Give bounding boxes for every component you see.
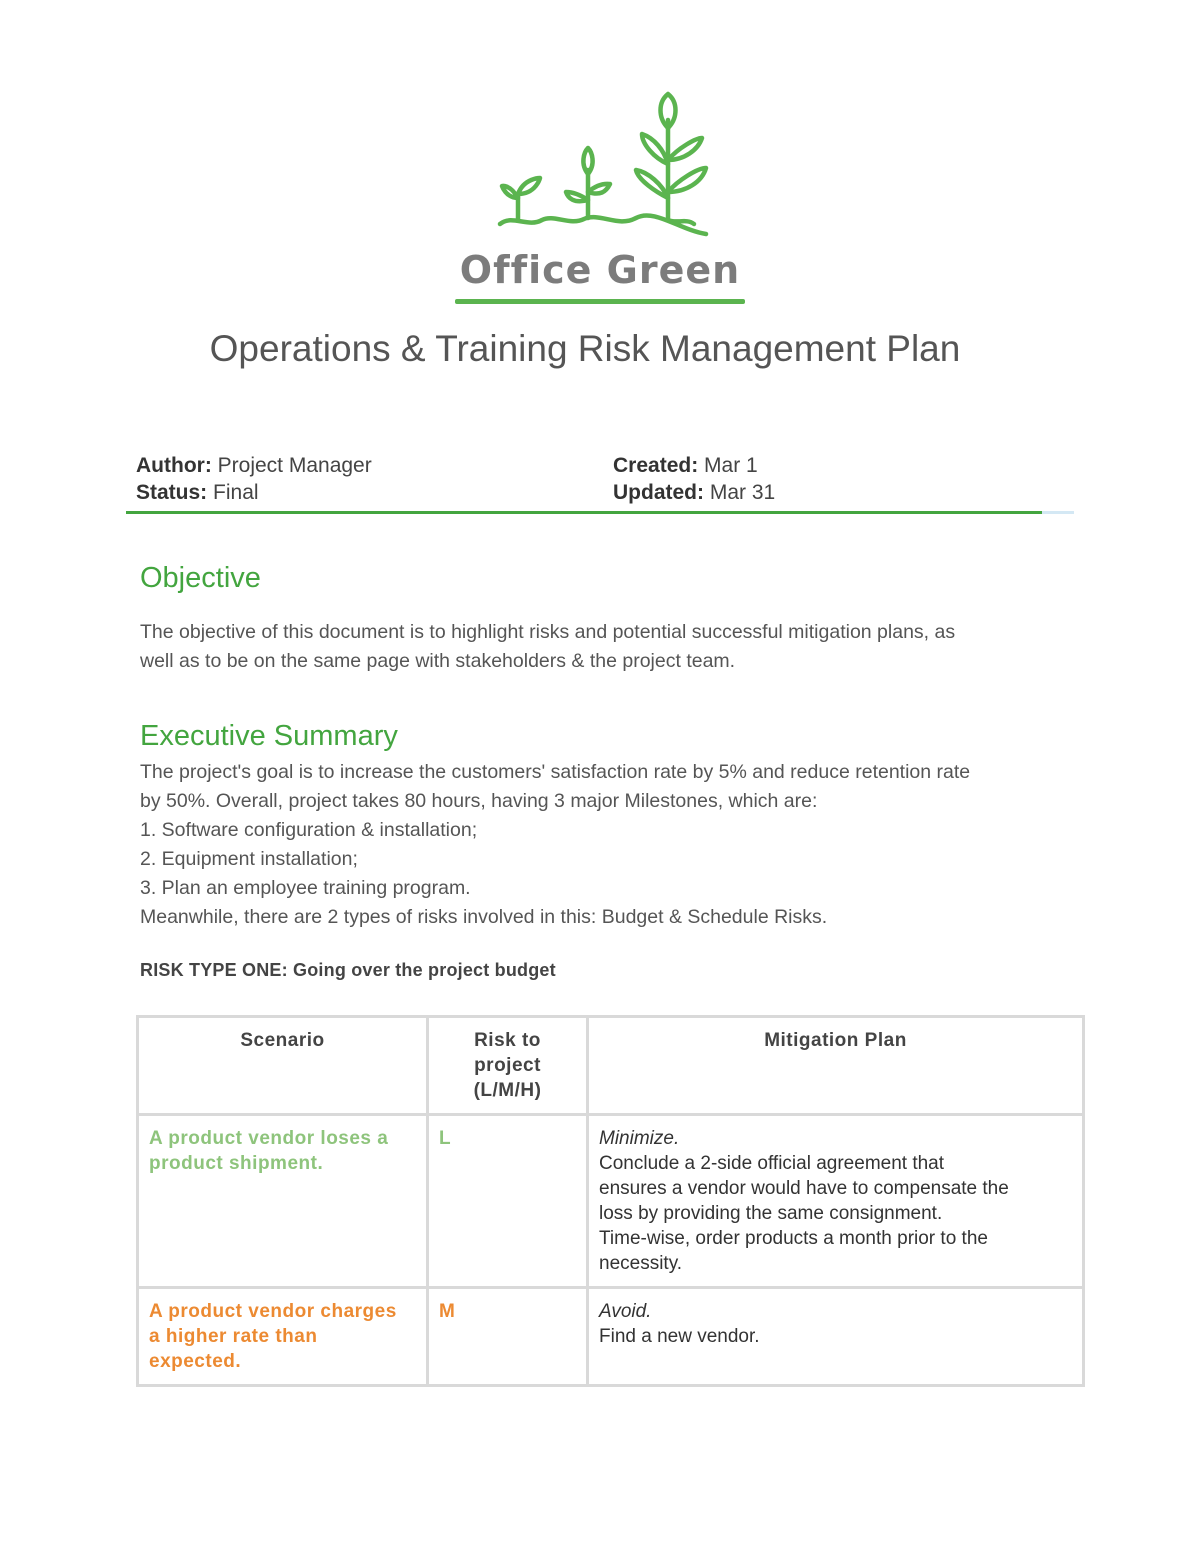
header-risk-line: (L/M/H) — [473, 1080, 542, 1101]
status-value: Final — [213, 481, 259, 504]
risk-type-label: RISK TYPE ONE: — [140, 960, 288, 980]
created-value: Mar 1 — [704, 454, 758, 477]
scenario-cell — [138, 1288, 428, 1386]
summary-line: by 50%. Overall, project takes 80 hours, having 3 major Milestones, which are: — [140, 790, 818, 812]
plan-lead: Minimize. — [599, 1128, 680, 1149]
header-scenario: Scenario — [138, 1017, 428, 1115]
status-line — [136, 479, 372, 506]
scenario-line: product shipment. — [149, 1153, 324, 1174]
author-line — [136, 452, 372, 479]
meta-divider-tail — [1042, 511, 1074, 514]
table-row — [138, 1115, 1084, 1288]
author-value: Project Manager — [217, 454, 372, 477]
created-line — [613, 452, 775, 479]
summary-line: Meanwhile, there are 2 types of risks involved in this: Budget & Schedule Risks. — [140, 906, 828, 928]
table-header-row — [138, 1017, 1084, 1115]
risk-type-one-heading — [140, 960, 556, 981]
scenario-cell — [138, 1115, 428, 1288]
summary-line: 3. Plan an employee training program. — [140, 877, 471, 899]
scenario-line: A product vendor loses a — [149, 1128, 389, 1149]
plan-line: Time-wise, order products a month prior to the — [599, 1228, 988, 1249]
updated-label: Updated: — [613, 481, 704, 504]
logo-underline — [450, 88, 750, 313]
table-row — [138, 1288, 1084, 1386]
summary-line: The project's goal is to increase the customers' satisfaction rate by 5% and reduce retention rate — [140, 761, 971, 783]
scenario-line: A product vendor charges — [149, 1301, 397, 1322]
risk-level-cell: L — [428, 1115, 588, 1288]
scenario-line: expected. — [149, 1351, 242, 1372]
header-risk-line: project — [474, 1055, 541, 1076]
plan-line: loss by providing the same consignment. — [599, 1203, 943, 1224]
objective-paragraph — [140, 618, 1070, 676]
updated-value: Mar 31 — [709, 481, 776, 504]
objective-line: well as to be on the same page with stakeholders & the project team. — [140, 650, 736, 672]
plan-line: ensures a vendor would have to compensate the — [599, 1178, 1009, 1199]
scenario-line: a higher rate than — [149, 1326, 318, 1347]
updated-line — [613, 479, 775, 506]
executive-summary-paragraph — [140, 758, 1070, 932]
document-title: Operations & Training Risk Management Plan — [209, 328, 961, 369]
meta-divider — [126, 511, 1042, 514]
risk-table — [136, 1015, 1085, 1387]
header-mitigation-plan: Mitigation Plan — [588, 1017, 1084, 1115]
objective-line: The objective of this document is to highlight risks and potential successful mitigation plans, as — [140, 621, 956, 643]
risk-type-title: Going over the project budget — [293, 960, 556, 980]
meta-left — [136, 452, 372, 506]
author-label: Author: — [136, 454, 212, 477]
meta-right — [613, 452, 775, 506]
plan-line: necessity. — [599, 1253, 683, 1274]
plan-line: Find a new vendor. — [599, 1326, 760, 1347]
company-logo — [450, 88, 750, 313]
status-label: Status: — [136, 481, 208, 504]
header-risk — [428, 1017, 588, 1115]
mitigation-plan-cell — [588, 1115, 1084, 1288]
logo-wordmark: Office Green — [459, 248, 741, 292]
executive-summary-heading: Executive Summary — [140, 720, 398, 752]
header-risk-line: Risk to — [474, 1030, 541, 1051]
objective-heading: Objective — [140, 562, 261, 594]
plan-lead: Avoid. — [599, 1301, 652, 1322]
summary-line: 1. Software configuration & installation; — [140, 819, 478, 841]
plan-line: Conclude a 2-side official agreement that — [599, 1153, 945, 1174]
summary-line: 2. Equipment installation; — [140, 848, 358, 870]
mitigation-plan-cell — [588, 1288, 1084, 1386]
risk-level-cell: M — [428, 1288, 588, 1386]
created-label: Created: — [613, 454, 699, 477]
